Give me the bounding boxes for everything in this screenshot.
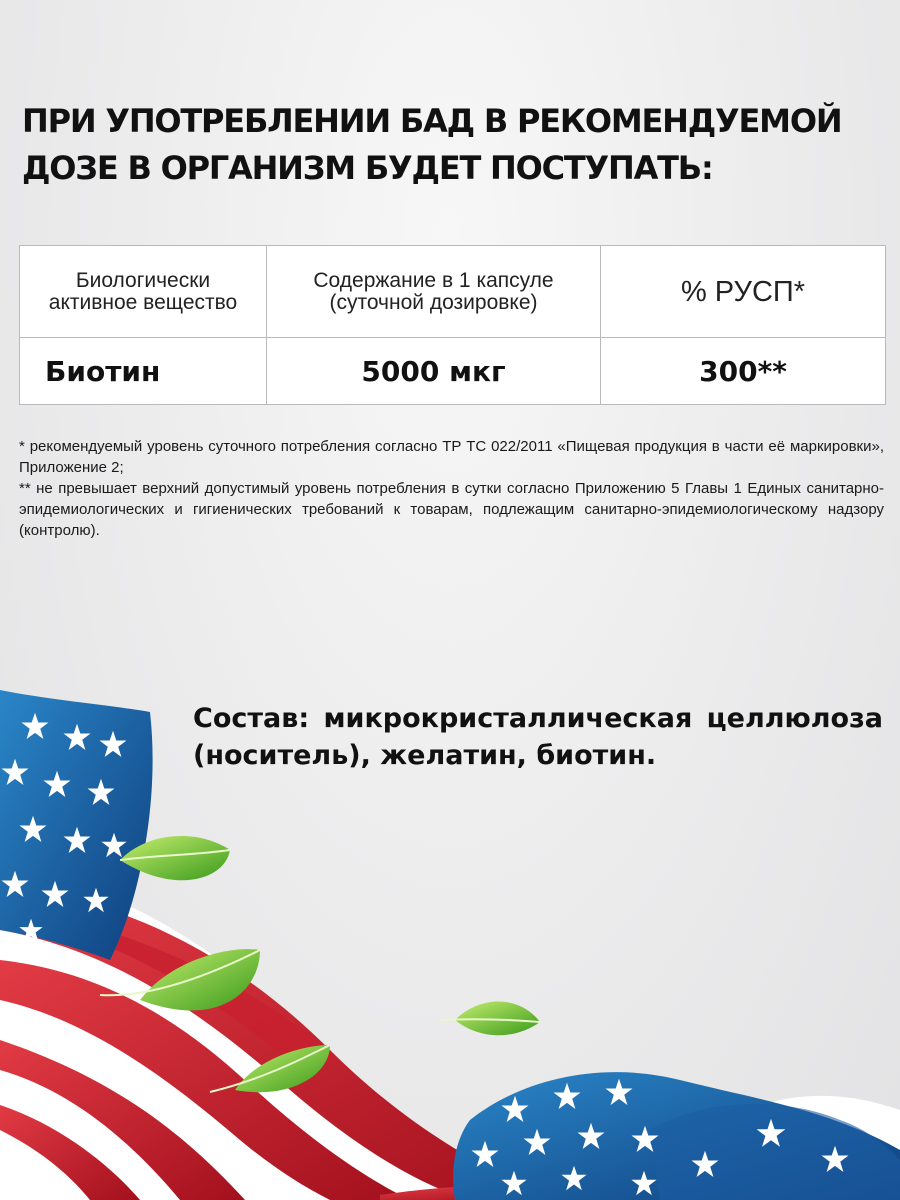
header-content: Содержание в 1 капсуле (суточной дозировке) — [267, 246, 601, 338]
table-row — [20, 338, 886, 405]
cell-substance: Биотин — [20, 338, 267, 405]
table-header-row — [20, 246, 886, 338]
nutrient-table — [19, 245, 886, 405]
cell-amount: 5000 мкг — [267, 338, 601, 405]
footnote-2: ** не превышает верхний допустимый уровень потребления в сутки согласно Приложению 5 Главы 1 Единых санитарно-эпидемиологических и гигиенических требований к товарам, подлежащим санитарно-эпидемиологическому надзору (контролю). — [19, 480, 884, 539]
page-title-line-1: ПРИ УПОТРЕБЛЕНИИ БАД В РЕКОМЕНДУЕМОЙ — [22, 102, 842, 140]
page-title-line-2: ДОЗЕ В ОРГАНИЗМ БУДЕТ ПОСТУПАТЬ: — [22, 149, 713, 187]
footnotes — [19, 436, 884, 541]
cell-rusp: 300** — [601, 338, 886, 405]
composition-text: Состав: микрокристаллическая целлюлоза (носитель), желатин, биотин. — [193, 703, 883, 771]
header-substance: Биологически активное вещество — [20, 246, 267, 338]
page-title — [22, 98, 892, 192]
header-rusp: % РУСП* — [601, 246, 886, 338]
footnote-1: * рекомендуемый уровень суточного потребления согласно ТР ТС 022/2011 «Пищевая продукция в части её маркировки», Приложение 2; — [19, 438, 884, 476]
